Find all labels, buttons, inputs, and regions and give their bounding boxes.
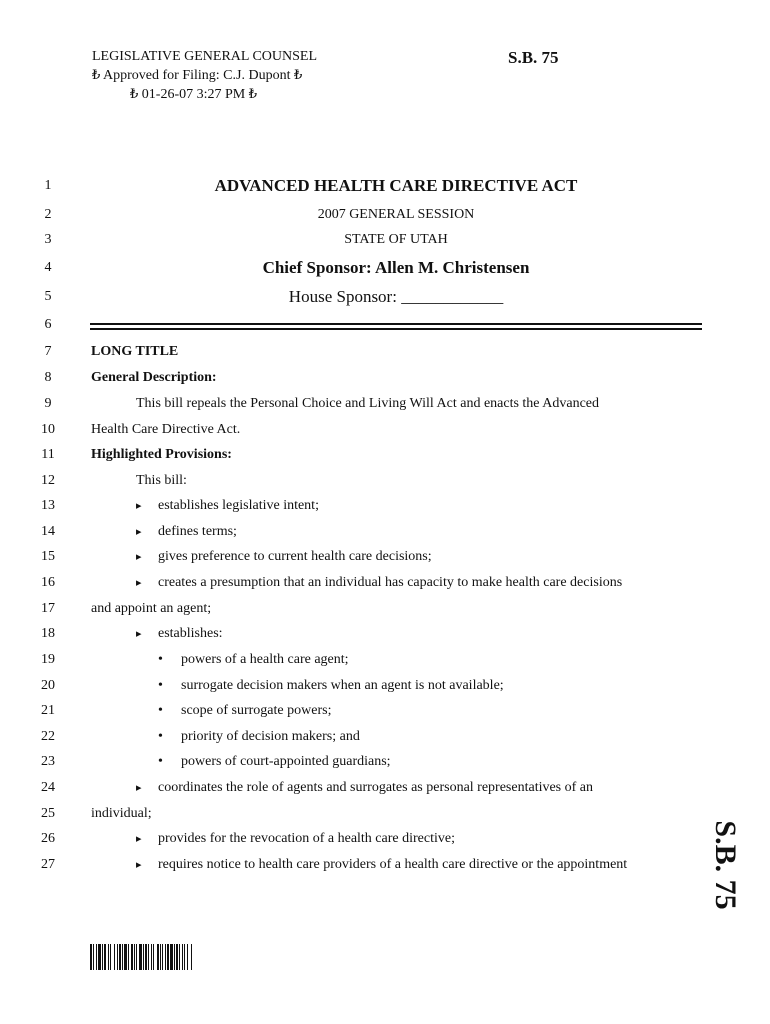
line-number: 10 bbox=[41, 422, 55, 437]
chief-sponsor: Chief Sponsor: Allen M. Christensen bbox=[262, 258, 530, 277]
triangle-bullet-icon: ▸ bbox=[136, 859, 142, 871]
line-number: 5 bbox=[44, 289, 52, 304]
triangle-bullet-icon: ▸ bbox=[136, 500, 142, 512]
doc-line bbox=[0, 599, 770, 619]
list-item: provides for the revocation of a health care directive; bbox=[158, 831, 455, 846]
doc-line bbox=[0, 176, 770, 196]
body-text: This bill: bbox=[136, 473, 187, 488]
line-number: 27 bbox=[41, 857, 55, 872]
doc-line bbox=[0, 522, 770, 542]
triangle-bullet-icon: ▸ bbox=[136, 782, 142, 794]
filing-symbol: ₺ bbox=[293, 67, 303, 82]
doc-line bbox=[0, 445, 770, 465]
doc-line bbox=[0, 701, 770, 721]
line-number: 25 bbox=[41, 806, 55, 821]
line-number: 13 bbox=[41, 498, 55, 513]
list-item: requires notice to health care providers of a health care directive or the appointment bbox=[158, 857, 628, 872]
dot-bullet-icon: • bbox=[158, 754, 163, 769]
doc-line bbox=[0, 804, 770, 824]
filing-datetime: 01-26-07 3:27 PM bbox=[141, 87, 246, 102]
line-number: 4 bbox=[44, 260, 52, 275]
side-bill-number: S.B. 75 bbox=[709, 820, 742, 910]
doc-line bbox=[0, 676, 770, 696]
subsection-heading: General Description: bbox=[91, 370, 217, 385]
state-label: STATE OF UTAH bbox=[344, 232, 448, 247]
sub-list-item: priority of decision makers; and bbox=[181, 729, 360, 744]
line-number: 8 bbox=[44, 370, 52, 385]
doc-line bbox=[0, 624, 770, 644]
dot-bullet-icon: • bbox=[158, 729, 163, 744]
triangle-bullet-icon: ▸ bbox=[136, 526, 142, 538]
line-number: 9 bbox=[44, 396, 52, 411]
title-divider bbox=[90, 323, 702, 325]
body-text: individual; bbox=[91, 806, 152, 821]
doc-line bbox=[0, 205, 770, 225]
doc-line bbox=[0, 315, 770, 335]
dot-bullet-icon: • bbox=[158, 703, 163, 718]
line-number: 16 bbox=[41, 575, 55, 590]
doc-line bbox=[0, 342, 770, 362]
line-number: 12 bbox=[41, 473, 55, 488]
list-item: establishes legislative intent; bbox=[158, 498, 319, 513]
header-block bbox=[92, 48, 317, 104]
sub-list-item: scope of surrogate powers; bbox=[181, 703, 332, 718]
list-item: defines terms; bbox=[158, 524, 237, 539]
doc-line bbox=[0, 471, 770, 491]
body-text: This bill repeals the Personal Choice and Living Will Act and enacts the Advanced bbox=[136, 396, 600, 411]
doc-line bbox=[0, 573, 770, 593]
bill-number: S.B. 75 bbox=[508, 48, 559, 67]
sub-list-item: powers of court-appointed guardians; bbox=[181, 754, 391, 769]
line-number: 24 bbox=[41, 780, 55, 795]
line-number: 19 bbox=[41, 652, 55, 667]
line-number: 1 bbox=[44, 178, 52, 193]
sub-list-item: surrogate decision makers when an agent is not available; bbox=[181, 678, 504, 693]
line-number: 17 bbox=[41, 601, 55, 616]
list-item: coordinates the role of agents and surrogates as personal representatives of an bbox=[158, 780, 594, 795]
doc-line bbox=[0, 778, 770, 798]
filing-symbol: ₺ bbox=[92, 67, 101, 82]
doc-line bbox=[0, 258, 770, 278]
barcode-icon bbox=[90, 944, 232, 970]
line-number: 2 bbox=[44, 207, 52, 222]
approval-line bbox=[92, 66, 317, 85]
line-number: 23 bbox=[41, 754, 55, 769]
line-number: 18 bbox=[41, 626, 55, 641]
bill-title: ADVANCED HEALTH CARE DIRECTIVE ACT bbox=[214, 176, 578, 195]
doc-line bbox=[0, 650, 770, 670]
line-number: 20 bbox=[41, 678, 55, 693]
line-number: 7 bbox=[44, 344, 52, 359]
dot-bullet-icon: • bbox=[158, 652, 163, 667]
line-number: 11 bbox=[41, 447, 55, 462]
approved-for-filing: Approved for Filing: C.J. Dupont bbox=[103, 68, 291, 83]
doc-line bbox=[0, 230, 770, 250]
triangle-bullet-icon: ▸ bbox=[136, 628, 142, 640]
body-text: Health Care Directive Act. bbox=[91, 422, 241, 437]
doc-line bbox=[0, 394, 770, 414]
section-heading: LONG TITLE bbox=[91, 344, 179, 359]
sub-list-item: powers of a health care agent; bbox=[181, 652, 349, 667]
triangle-bullet-icon: ▸ bbox=[136, 577, 142, 589]
line-number: 3 bbox=[44, 232, 52, 247]
title-divider bbox=[90, 328, 702, 330]
counsel-label: LEGISLATIVE GENERAL COUNSEL bbox=[92, 49, 318, 64]
line-number: 22 bbox=[41, 729, 55, 744]
list-item: gives preference to current health care decisions; bbox=[158, 549, 432, 564]
body-text: and appoint an agent; bbox=[91, 601, 212, 616]
doc-line bbox=[0, 368, 770, 388]
line-number: 6 bbox=[44, 317, 52, 332]
doc-line bbox=[0, 287, 770, 307]
doc-line bbox=[0, 420, 770, 440]
session-label: 2007 GENERAL SESSION bbox=[317, 207, 475, 222]
triangle-bullet-icon: ▸ bbox=[136, 833, 142, 845]
doc-line bbox=[0, 829, 770, 849]
filing-symbol: ₺ bbox=[248, 86, 258, 101]
line-number: 14 bbox=[41, 524, 55, 539]
doc-line bbox=[0, 727, 770, 747]
doc-line bbox=[0, 496, 770, 516]
line-number: 15 bbox=[41, 549, 55, 564]
list-item: establishes: bbox=[158, 626, 223, 641]
side-bill-label bbox=[695, 820, 755, 910]
line-number: 26 bbox=[41, 831, 55, 846]
subsection-heading: Highlighted Provisions: bbox=[91, 447, 232, 462]
doc-line bbox=[0, 547, 770, 567]
triangle-bullet-icon: ▸ bbox=[136, 551, 142, 563]
line-number: 21 bbox=[41, 703, 55, 718]
house-sponsor: House Sponsor: ____________ bbox=[288, 287, 504, 306]
dot-bullet-icon: • bbox=[158, 678, 163, 693]
doc-line bbox=[0, 752, 770, 772]
filing-symbol: ₺ bbox=[130, 86, 139, 101]
list-item: creates a presumption that an individual has capacity to make health care decisions bbox=[158, 575, 623, 590]
datetime-line bbox=[92, 85, 317, 104]
doc-line bbox=[0, 855, 770, 875]
